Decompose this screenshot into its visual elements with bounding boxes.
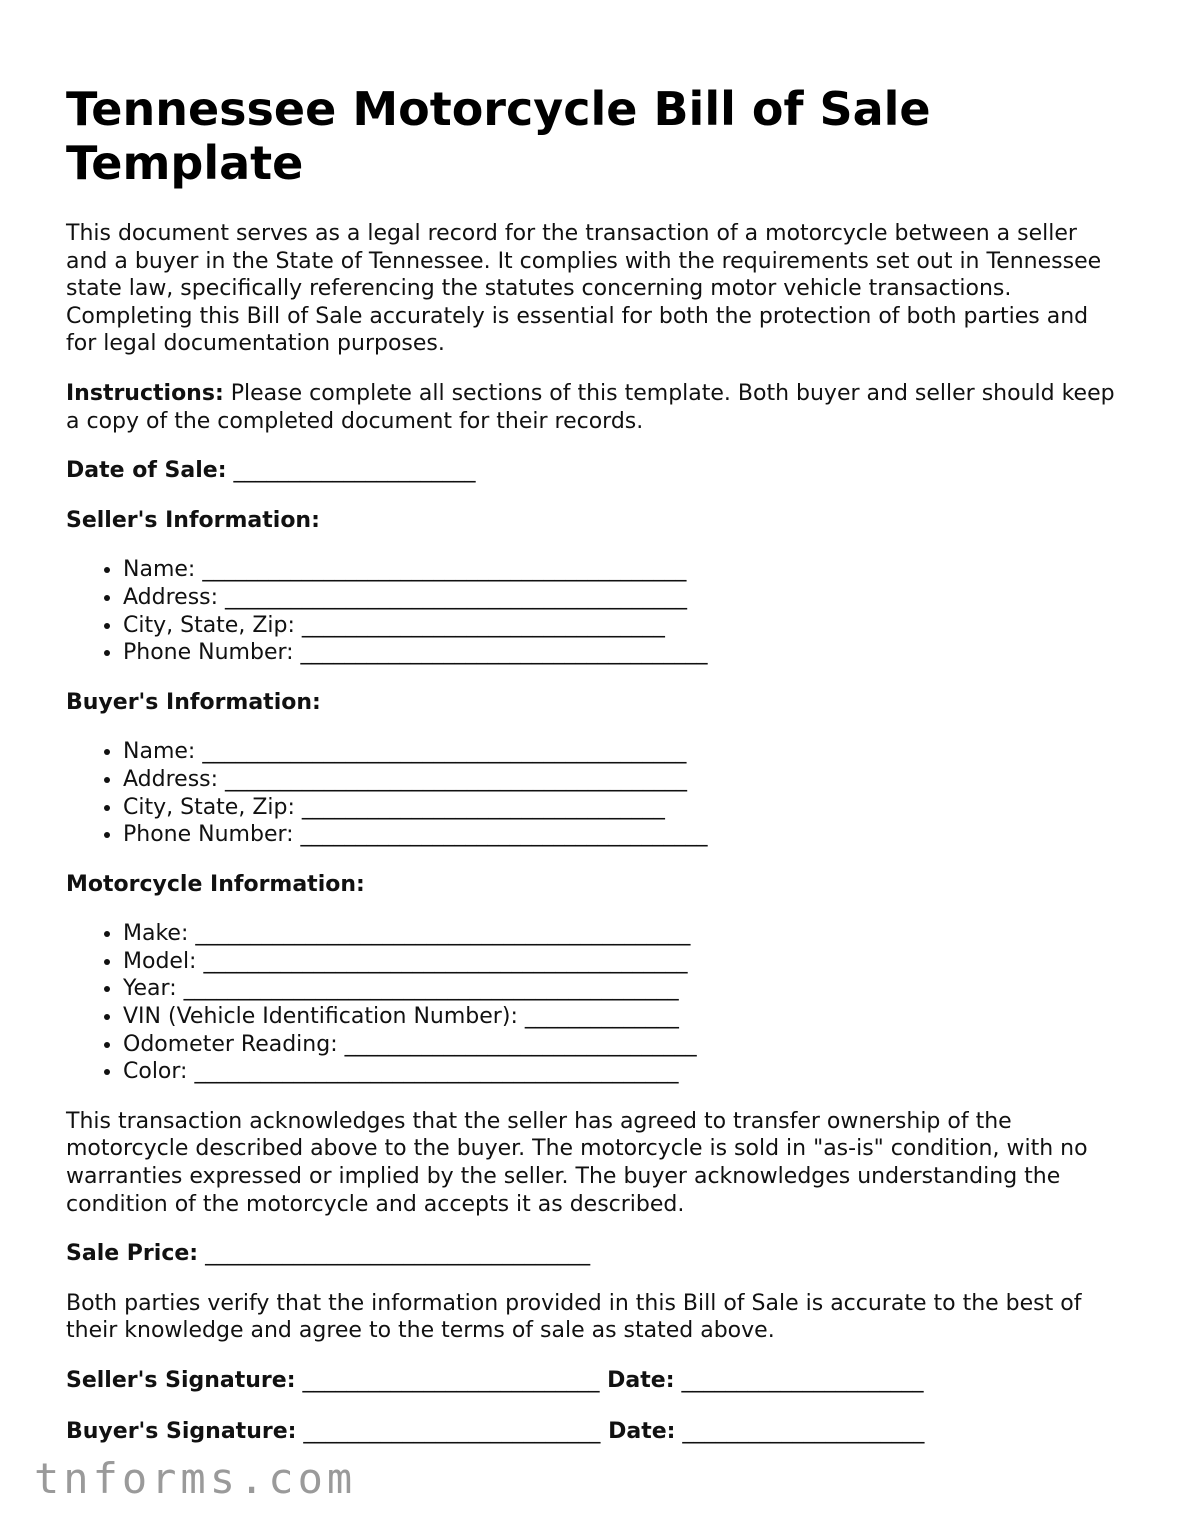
seller-city-blank[interactable]: _________________________________ [294,612,665,638]
buyer-signature-row [66,1418,1116,1446]
seller-phone-label: Phone Number: [123,640,294,666]
intro-paragraph: This document serves as a legal record for the transaction of a motorcycle between a seller and a buyer in the State of Tennessee. It complies with the requirements set out in Tennessee state law, specifically referencing the statutes concerning motor vehicle transactions. Completing this Bill of Sale accurately is essential for both the protection of both parties and for legal documentation purposes. [66,221,1102,357]
list-item [123,920,1116,948]
instructions-label: Instructions: [66,380,224,406]
color-blank[interactable]: ____________________________________________ [187,1059,679,1085]
seller-info-heading: Seller's Information: [66,507,320,533]
buyer-phone-label: Phone Number: [123,822,294,848]
buyer-signature-blank[interactable]: ___________________________ [296,1418,601,1444]
motorcycle-info-list [66,920,1116,1086]
seller-address-blank[interactable]: __________________________________________ [218,584,688,610]
list-item [123,975,1116,1003]
instructions-paragraph [66,380,1116,435]
document-page [66,82,1116,1468]
date-of-sale-field [66,457,1116,485]
year-label: Year: [123,976,177,1002]
buyer-signature-label: Buyer's Signature: [66,1418,297,1444]
buyer-address-label: Address: [123,766,219,792]
verification-paragraph: Both parties verify that the information provided in this Bill of Sale is accurate to the best of their knowledge and agree to the terms of sale as stated above. [66,1290,1082,1344]
model-blank[interactable]: ____________________________________________ [196,948,688,974]
seller-city-label: City, State, Zip: [123,612,295,638]
buyer-info-heading: Buyer's Information: [66,689,321,715]
list-item [123,794,1116,822]
list-item [123,738,1116,766]
vin-label: VIN (Vehicle Identification Number): [123,1004,518,1030]
list-item [123,766,1116,794]
seller-phone-blank[interactable]: _____________________________________ [293,640,708,666]
sale-price-label: Sale Price: [66,1241,199,1267]
odometer-label: Odometer Reading: [123,1031,338,1057]
date-of-sale-blank[interactable]: ______________________ [226,458,476,484]
buyer-name-blank[interactable]: ____________________________________________ [195,739,687,765]
acknowledgement-paragraph: This transaction acknowledges that the seller has agreed to transfer ownership of the motorcycle described above to the buyer. The motorcycle is sold in "as-is" condition, with no warranties expressed or implied by the seller. The buyer acknowledges understanding the condition of the motorcycle and accepts it as described. [66,1108,1088,1217]
seller-address-label: Address: [123,584,219,610]
watermark: tnforms.com [34,1454,357,1503]
motorcycle-info-heading: Motorcycle Information: [66,871,365,897]
buyer-phone-blank[interactable]: _____________________________________ [293,822,708,848]
seller-signature-label: Seller's Signature: [66,1368,296,1393]
buyer-date-blank[interactable]: ______________________ [675,1418,925,1444]
odometer-blank[interactable]: ________________________________ [337,1031,697,1057]
sale-price-blank[interactable]: ___________________________________ [198,1241,591,1267]
list-item [123,1003,1116,1031]
instructions-text: Please complete all sections of this template. Both buyer and seller should keep a copy of the completed document for their records. [66,380,1115,434]
list-item [123,556,1116,584]
list-item [123,821,1116,849]
model-label: Model: [123,948,197,974]
seller-date-blank[interactable]: ______________________ [674,1368,924,1393]
list-item [123,584,1116,612]
list-item [123,948,1116,976]
make-label: Make: [123,921,189,947]
buyer-name-label: Name: [123,739,196,765]
page-title: Tennessee Motorcycle Bill of Sale Template [66,82,931,190]
vin-blank[interactable]: ______________ [517,1004,679,1030]
buyer-city-blank[interactable]: _________________________________ [294,794,665,820]
seller-date-label: Date: [599,1368,675,1393]
date-of-sale-label: Date of Sale: [66,458,227,484]
buyer-info-list [66,738,1116,848]
sale-price-field [66,1240,1116,1268]
list-item [123,1031,1116,1059]
color-label: Color: [123,1059,188,1085]
seller-name-blank[interactable]: ____________________________________________ [195,557,687,583]
list-item [123,639,1116,667]
buyer-address-blank[interactable]: __________________________________________ [218,766,688,792]
seller-info-list [66,556,1116,666]
buyer-city-label: City, State, Zip: [123,794,295,820]
make-blank[interactable]: _____________________________________________ [188,921,691,947]
buyer-date-label: Date: [600,1418,676,1444]
list-item [123,1058,1116,1086]
year-blank[interactable]: _____________________________________________ [176,976,679,1002]
list-item [123,612,1116,640]
seller-name-label: Name: [123,557,196,583]
seller-signature-row [66,1367,1116,1395]
seller-signature-blank[interactable]: ___________________________ [295,1368,600,1393]
